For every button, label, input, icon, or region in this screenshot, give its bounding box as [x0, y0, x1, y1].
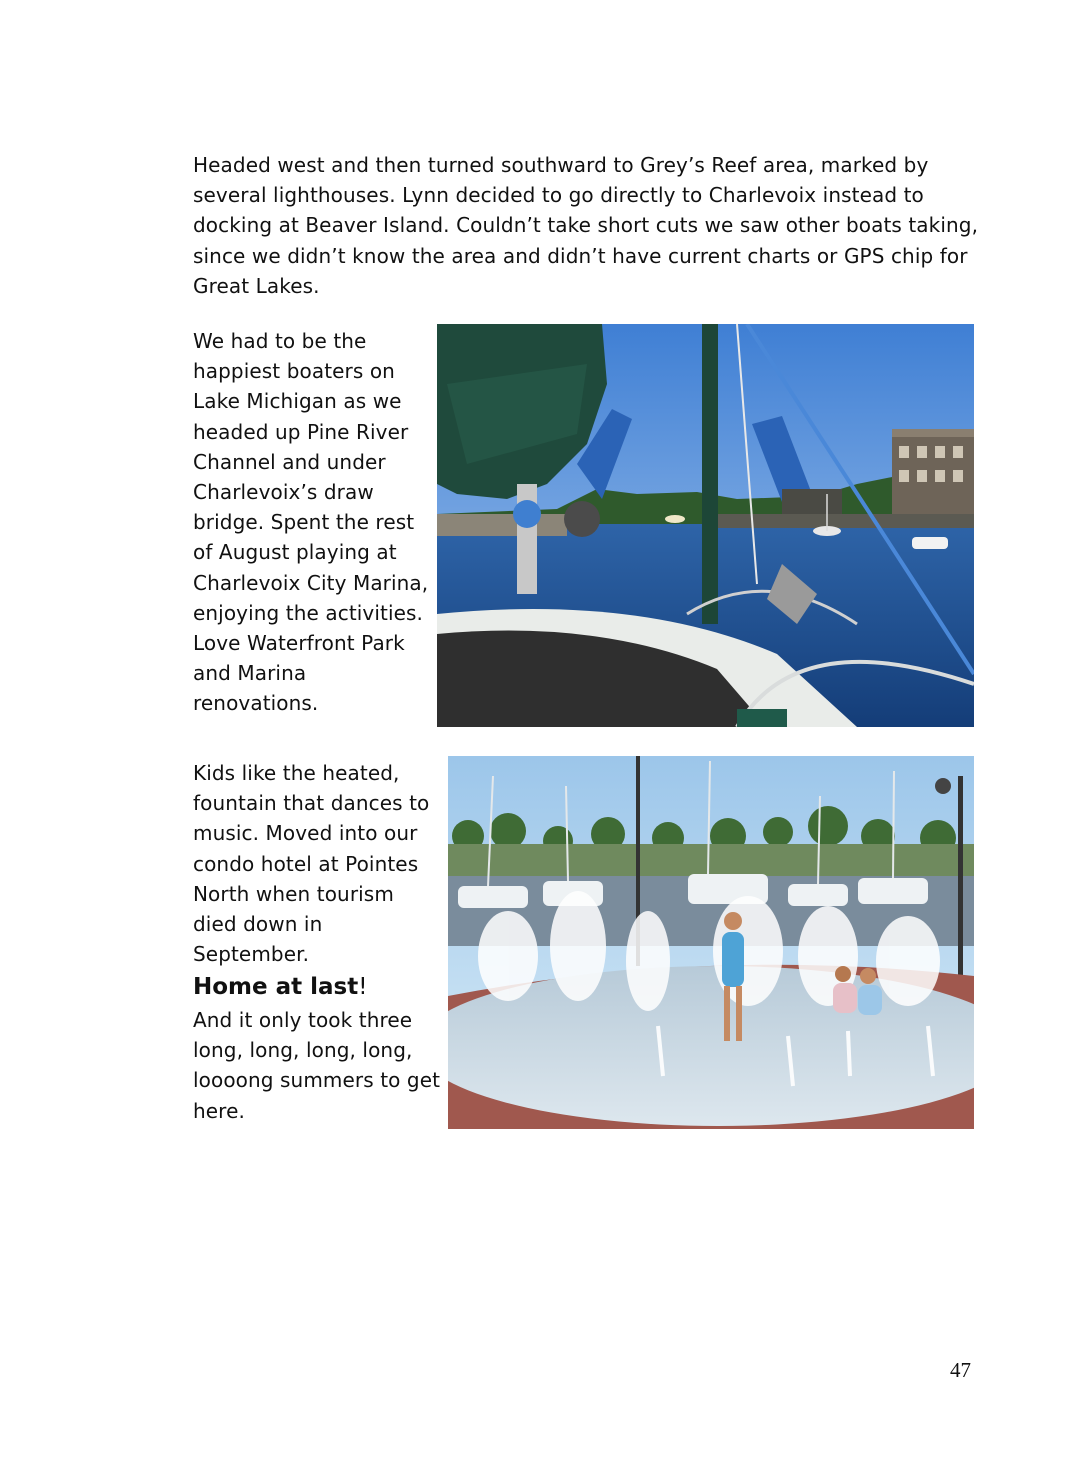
closing-paragraph: And it only took three long, long, long, long, loooong summers to get here. [193, 1008, 441, 1123]
home-heading-bold: Home at last [193, 974, 359, 1000]
sailboat-channel-photo [437, 324, 974, 727]
home-heading-punct: ! [358, 974, 368, 1000]
boaters-paragraph: We had to be the happiest boaters on Lake Michigan as we headed up Pine River Channel and under Charlevoix’s draw bridge. Spent the rest of August playing at Charlevoix City Marina, enjoying the activities. Love Waterfront Park and Marina renovations. [193, 329, 429, 716]
intro-paragraph: Headed west and then turned southward to Grey’s Reef area, marked by several lighthouses. Lynn decided to go directly to Charlevoix instead to docking at Beaver Island. Couldn’t take short cuts we saw other boats taking, since we didn’t know the area and didn’t have current charts or GPS chip for Great Lakes. [193, 153, 979, 298]
page-number: 47 [950, 1358, 971, 1382]
kids-paragraph: Kids like the heated, fountain that dances to music. Moved into our condo hotel at Pointes North when tourism died down in September. [193, 761, 430, 967]
home-at-last-heading [193, 970, 367, 1004]
fountain-kids-photo [448, 756, 974, 1129]
